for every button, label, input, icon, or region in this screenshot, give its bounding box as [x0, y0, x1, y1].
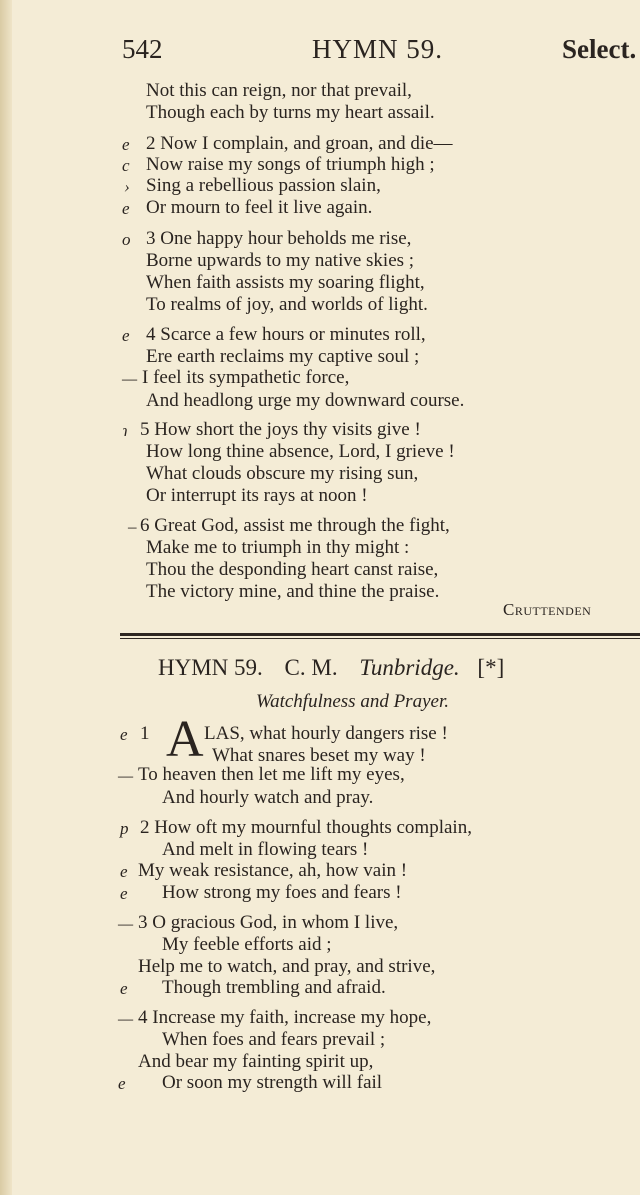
page-number: 542 [122, 34, 163, 64]
verse-line: And bear my fainting spirit up, [138, 1051, 374, 1072]
verse-line: 3 One happy hour beholds me rise, [146, 228, 412, 249]
hymn-tune: Tunbridge. [359, 655, 460, 680]
verse-line: Though trembling and afraid. [162, 977, 386, 998]
verse-line: Though each by turns my heart assail. [146, 102, 435, 123]
dynamic-mark: — [118, 1009, 134, 1028]
section-divider [120, 633, 640, 639]
verse-line: How long thine absence, Lord, I grieve ! [146, 441, 455, 462]
hymn-tag: [*] [477, 655, 505, 680]
verse-line: And melt in flowing tears ! [162, 839, 369, 860]
dynamic-mark: e [120, 979, 128, 998]
dynamic-mark: p [120, 819, 129, 838]
verse-line: Or interrupt its rays at noon ! [146, 485, 368, 506]
verse-line: What clouds obscure my rising sun, [146, 463, 419, 484]
verse-line: I feel its sympathetic force, [142, 367, 350, 388]
dynamic-mark: o [122, 230, 131, 249]
dynamic-mark: ɿ [122, 421, 129, 440]
hymn-title: HYMN 59. [158, 655, 263, 680]
dynamic-mark: – [128, 517, 137, 536]
verse-line: When foes and fears prevail ; [162, 1029, 386, 1050]
dynamic-mark: e [122, 326, 130, 345]
dynamic-mark: — [118, 914, 134, 933]
hymn-heading [158, 653, 504, 683]
verse-line: To heaven then let me lift my eyes, [138, 764, 405, 785]
header-section: Select. [562, 34, 637, 64]
verse-line: And hourly watch and pray. [162, 787, 374, 808]
verse-line: When faith assists my soaring flight, [146, 272, 425, 293]
hymn-subtitle: Watchfulness and Prayer. [256, 691, 449, 712]
verse-line: Borne upwards to my native skies ; [146, 250, 415, 271]
verse-line: 2 How oft my mournful thoughts complain, [140, 817, 472, 838]
dynamic-mark: — [118, 766, 134, 785]
verse-line: 3 O gracious God, in whom I live, [138, 912, 399, 933]
dynamic-mark: e [120, 884, 128, 903]
verse-line: Now raise my songs of triumph high ; [146, 154, 435, 175]
dynamic-mark: › [124, 177, 130, 196]
verse-line: Help me to watch, and pray, and strive, [138, 956, 436, 977]
dynamic-mark: e [118, 1074, 126, 1093]
verse-line: Ere earth reclaims my captive soul ; [146, 346, 420, 367]
verse-line: 2 Now I complain, and groan, and die— [146, 133, 453, 154]
verse-line: 4 Increase my faith, increase my hope, [138, 1007, 432, 1028]
verse-number: 1 [140, 723, 150, 744]
running-header [0, 32, 640, 72]
verse-line: My feeble efforts aid ; [162, 934, 332, 955]
verse-line: The victory mine, and thine the praise. [146, 581, 440, 602]
verse-line: How strong my foes and fears ! [162, 882, 402, 903]
hymn-meter: C. M. [284, 655, 338, 680]
verse-line: 6 Great God, assist me through the fight, [140, 515, 450, 536]
dynamic-mark: e [120, 725, 128, 744]
dynamic-mark: — [122, 369, 138, 388]
verse-line: My weak resistance, ah, how vain ! [138, 860, 408, 881]
verse-line: And headlong urge my downward course. [146, 390, 465, 411]
dynamic-mark: e [120, 862, 128, 881]
author-credit: Cruttenden [503, 600, 592, 619]
verse-line: Make me to triumph in thy might : [146, 537, 410, 558]
drop-cap: A [166, 711, 204, 768]
verse-line: Sing a rebellious passion slain, [146, 175, 381, 196]
header-hymn-title: HYMN 59. [312, 34, 444, 64]
verse-line: Or mourn to feel it live again. [146, 197, 373, 218]
verse-line: 4 Scarce a few hours or minutes roll, [146, 324, 426, 345]
verse-line: 5 How short the joys thy visits give ! [140, 419, 421, 440]
verse-line: Not this can reign, nor that prevail, [146, 80, 412, 101]
dynamic-mark: e [122, 199, 130, 218]
verse-line: Thou the desponding heart canst raise, [146, 559, 439, 580]
dynamic-mark: e [122, 135, 130, 154]
verse-line: To realms of joy, and worlds of light. [146, 294, 428, 315]
dynamic-mark: c [122, 156, 130, 175]
verse-line: What snares beset my way ! [212, 745, 426, 766]
verse-line: Or soon my strength will fail [162, 1072, 383, 1093]
page-gutter [0, 0, 12, 1195]
verse-line: LAS, what hourly dangers rise ! [204, 723, 448, 744]
